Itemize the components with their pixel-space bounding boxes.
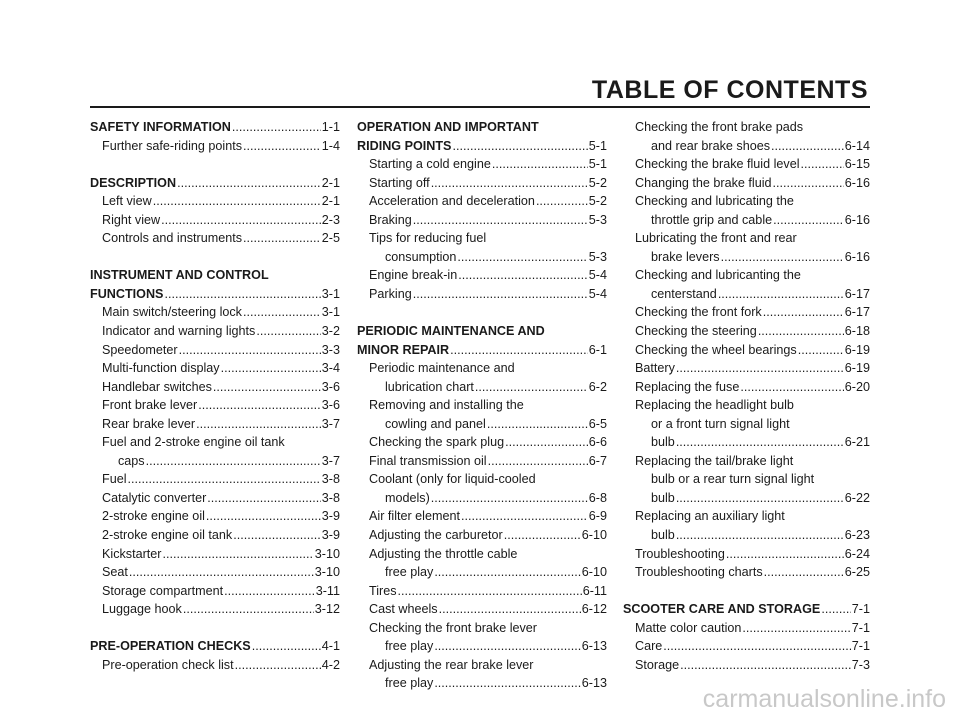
toc-page-number: 1-4 (321, 138, 340, 153)
toc-page-number: 5-3 (588, 212, 607, 227)
toc-page-number: 6-2 (588, 379, 607, 394)
toc-entry-title: Changing the brake fluid (635, 175, 772, 190)
toc-page-number: 6-20 (844, 379, 870, 394)
toc-entry-title: FUNCTIONS (90, 286, 164, 301)
toc-entry-title: Pre-operation check list (102, 657, 234, 672)
toc-spacer (623, 582, 870, 601)
toc-entry-title: caps (118, 453, 145, 468)
toc-entry-title: Parking (369, 286, 412, 301)
toc-entry-title: Indicator and warning lights (102, 324, 256, 339)
toc-dot-leader (773, 174, 844, 193)
toc-entry[interactable] (90, 489, 340, 508)
toc-entry[interactable] (623, 248, 870, 267)
toc-dot-leader (505, 433, 588, 452)
toc-entry-title: Right view (102, 212, 161, 227)
toc-entry-title: Replacing the fuse (635, 379, 740, 394)
toc-dot-leader (663, 637, 851, 656)
toc-entry-line: Replacing an auxiliary light (635, 509, 785, 524)
toc-entry[interactable] (90, 415, 340, 434)
toc-section-entry[interactable] (90, 637, 340, 656)
toc-entry[interactable] (90, 378, 340, 397)
toc-dot-leader (431, 174, 588, 193)
toc-entry[interactable] (623, 137, 870, 156)
toc-entry[interactable] (90, 192, 340, 211)
toc-entry-title: consumption (385, 249, 457, 264)
toc-entry-title: Controls and instruments (102, 231, 242, 246)
toc-entry-line: Checking the front brake pads (635, 120, 804, 134)
toc-entry-title: MINOR REPAIR (357, 342, 450, 357)
toc-dot-leader (457, 248, 587, 267)
toc-spacer (90, 248, 340, 267)
toc-entry-title: Kickstarter (102, 546, 162, 561)
toc-entry[interactable] (357, 489, 607, 508)
toc-dot-leader (801, 155, 844, 174)
toc-entry-title: DESCRIPTION (90, 175, 177, 190)
toc-page-number: 6-6 (588, 435, 607, 450)
toc-dot-leader (213, 378, 321, 397)
toc-entry-line: Checking the front brake lever (369, 620, 538, 635)
toc-entry-title: bulb (651, 528, 675, 543)
toc-page-number: 6-14 (844, 138, 870, 153)
toc-dot-leader (758, 322, 844, 341)
toc-entry[interactable] (357, 378, 607, 397)
toc-section-entry[interactable] (90, 285, 340, 304)
toc-entry[interactable] (90, 211, 340, 230)
toc-page-number: 3-10 (314, 546, 340, 561)
toc-page-number: 3-9 (321, 509, 340, 524)
toc-entry[interactable] (357, 433, 607, 452)
toc-dot-leader (536, 192, 588, 211)
toc-page-number: 6-16 (844, 175, 870, 190)
toc-dot-leader (718, 285, 844, 304)
toc-dot-leader (676, 359, 844, 378)
toc-page-number: 4-2 (321, 657, 340, 672)
toc-section-entry[interactable] (357, 341, 607, 360)
toc-page-number: 2-1 (321, 175, 340, 190)
toc-entry-title: Care (635, 639, 663, 654)
toc-entry-title: Final transmission oil (369, 453, 487, 468)
toc-page-number: 5-2 (588, 194, 607, 209)
toc-entry-title: Left view (102, 194, 152, 209)
toc-page-number: 6-13 (581, 676, 607, 691)
toc-spacer (357, 303, 607, 322)
toc-entry-title: Starting a cold engine (369, 157, 491, 172)
toc-entry[interactable] (357, 582, 607, 601)
toc-entry[interactable] (90, 303, 340, 322)
toc-dot-leader (146, 452, 321, 471)
toc-entry-title: Matte color caution (635, 620, 742, 635)
toc-entry[interactable] (623, 545, 870, 564)
toc-entry-title: free play (385, 565, 434, 580)
toc-dot-leader (153, 192, 321, 211)
toc-entry-title: bulb (651, 435, 675, 450)
toc-entry-title: RIDING POINTS (357, 138, 452, 153)
toc-dot-leader (488, 452, 588, 471)
toc-page-number: 6-1 (588, 342, 607, 357)
toc-entry[interactable] (90, 656, 340, 675)
title-rule (90, 106, 870, 108)
toc-entry[interactable] (357, 285, 607, 304)
toc-entry[interactable] (623, 378, 870, 397)
toc-entry-title: Fuel (102, 472, 127, 487)
toc-section-heading: INSTRUMENT AND CONTROL (90, 268, 269, 283)
toc-page-number: 6-24 (844, 546, 870, 561)
toc-dot-leader (676, 433, 844, 452)
toc-spacer (90, 155, 340, 174)
toc-entry-title: Multi-function display (102, 361, 220, 376)
toc-dot-leader (764, 563, 844, 582)
toc-entry[interactable] (623, 303, 870, 322)
toc-dot-leader (256, 322, 320, 341)
toc-entry-title: and rear brake shoes (651, 138, 771, 153)
toc-page-number: 3-12 (314, 602, 340, 617)
toc-page-number: 3-3 (321, 342, 340, 357)
toc-dot-leader (821, 600, 850, 619)
toc-entry-line: Lubricating the front and rear (635, 231, 797, 246)
toc-dot-leader (161, 211, 321, 230)
toc-dot-leader (232, 118, 321, 137)
toc-dot-leader (196, 415, 321, 434)
toc-entry-title: Checking the spark plug (369, 435, 505, 450)
toc-entry-title: Seat (102, 565, 128, 580)
toc-entry[interactable] (357, 674, 607, 693)
toc-entry[interactable] (90, 582, 340, 601)
toc-entry[interactable] (357, 507, 607, 526)
toc-dot-leader (434, 637, 580, 656)
toc-dot-leader (475, 378, 588, 397)
toc-entry-title: Braking (369, 212, 412, 227)
toc-page-number: 6-25 (844, 565, 870, 580)
toc-dot-leader (398, 582, 582, 601)
toc-section-heading: PERIODIC MAINTENANCE AND (357, 324, 545, 339)
toc-page-number: 3-10 (314, 565, 340, 580)
toc-entry-line: Checking and lubricanting the (635, 268, 801, 283)
toc-page-number: 3-4 (321, 361, 340, 376)
toc-entry-title: Air filter element (369, 509, 460, 524)
toc-entry[interactable] (90, 545, 340, 564)
toc-page-number: 6-16 (844, 249, 870, 264)
toc-page-number: 7-1 (851, 639, 870, 654)
page-title: TABLE OF CONTENTS (591, 76, 868, 104)
toc-section-entry[interactable] (90, 174, 340, 193)
toc-entry[interactable] (357, 563, 607, 582)
toc-entry-title: Front brake lever (102, 398, 198, 413)
toc-entry-title: Checking the brake fluid level (635, 157, 800, 172)
toc-dot-leader (676, 526, 844, 545)
toc-entry-title: Troubleshooting (635, 546, 725, 561)
toc-entry[interactable] (623, 285, 870, 304)
toc-dot-leader (798, 341, 844, 360)
toc-dot-leader (183, 600, 314, 619)
toc-entry[interactable] (90, 396, 340, 415)
toc-entry[interactable] (623, 489, 870, 508)
toc-entry[interactable] (623, 637, 870, 656)
toc-entry-title: cowling and panel (385, 416, 486, 431)
toc-dot-leader (206, 507, 321, 526)
toc-dot-leader (492, 155, 588, 174)
toc-dot-leader (771, 137, 844, 156)
toc-entry-title: 2-stroke engine oil (102, 509, 205, 524)
toc-page-number: 3-11 (315, 583, 340, 598)
toc-entry[interactable] (357, 248, 607, 267)
toc-dot-leader (458, 266, 588, 285)
toc-entry-title: Checking the steering (635, 324, 757, 339)
toc-entry-title: Starting off (369, 175, 430, 190)
toc-entry-line: Adjusting the throttle cable (369, 546, 518, 561)
toc-entry[interactable] (90, 359, 340, 378)
toc-page-number: 3-9 (321, 528, 340, 543)
toc-dot-leader (252, 637, 321, 656)
toc-entry-title: 2-stroke engine oil tank (102, 528, 233, 543)
toc-entry[interactable] (623, 656, 870, 675)
toc-dot-leader (763, 303, 844, 322)
toc-entry[interactable] (90, 452, 340, 471)
toc-entry[interactable] (623, 359, 870, 378)
toc-entry-title: Storage compartment (102, 583, 224, 598)
toc-section-entry[interactable] (623, 600, 870, 619)
toc-entry-title: bulb (651, 490, 675, 505)
toc-entry-title: SAFETY INFORMATION (90, 120, 231, 134)
toc-dot-leader (434, 563, 580, 582)
toc-entry[interactable] (357, 211, 607, 230)
toc-entry[interactable] (90, 507, 340, 526)
toc-page-number: 3-1 (321, 305, 340, 320)
toc-page-number: 6-21 (844, 435, 870, 450)
toc-dot-leader (207, 489, 321, 508)
toc-page-number: 6-11 (582, 583, 607, 598)
toc-page-number: 2-3 (321, 212, 340, 227)
toc-dot-leader (243, 229, 321, 248)
toc-page-number: 6-9 (588, 509, 607, 524)
toc-entry-title: Troubleshooting charts (635, 565, 763, 580)
toc-entry-line: Coolant (only for liquid-cooled (369, 472, 536, 487)
toc-entry[interactable] (623, 526, 870, 545)
toc-entry[interactable] (357, 637, 607, 656)
toc-column-3 (623, 118, 870, 674)
toc-page-number: 3-6 (321, 398, 340, 413)
toc-entry[interactable] (357, 526, 607, 545)
toc-dot-leader (198, 396, 321, 415)
toc-entry-title: Catalytic converter (102, 490, 207, 505)
toc-entry[interactable] (623, 619, 870, 638)
toc-dot-leader (740, 378, 843, 397)
toc-entry[interactable] (90, 600, 340, 619)
toc-page-number: 6-22 (844, 490, 870, 505)
toc-page-number: 5-2 (588, 175, 607, 190)
toc-page-number: 6-16 (844, 212, 870, 227)
toc-dot-leader (676, 489, 844, 508)
toc-entry[interactable] (623, 433, 870, 452)
toc-dot-leader (431, 489, 588, 508)
toc-dot-leader (233, 526, 321, 545)
toc-entry-line: Fuel and 2-stroke engine oil tank (102, 435, 285, 450)
toc-dot-leader (434, 674, 580, 693)
toc-entry-title: brake levers (651, 249, 720, 264)
toc-column-2 (357, 118, 607, 693)
toc-page-number: 6-23 (844, 528, 870, 543)
toc-dot-leader (721, 248, 844, 267)
toc-entry[interactable] (90, 526, 340, 545)
toc-page-number: 7-1 (851, 602, 870, 617)
toc-page-number: 6-8 (588, 490, 607, 505)
toc-column-1 (90, 118, 340, 674)
toc-page-number: 3-8 (321, 472, 340, 487)
toc-page-number: 6-15 (844, 157, 870, 172)
toc-page-number: 5-4 (588, 286, 607, 301)
toc-entry-line: Tips for reducing fuel (369, 231, 487, 246)
toc-dot-leader (179, 341, 321, 360)
toc-page-number: 7-3 (851, 657, 870, 672)
toc-dot-leader (452, 137, 587, 156)
toc-page-number: 5-1 (588, 138, 607, 153)
toc-page-number: 2-5 (321, 231, 340, 246)
toc-page-number: 5-4 (588, 268, 607, 283)
toc-entry[interactable] (357, 415, 607, 434)
toc-entry-title: throttle grip and cable (651, 212, 773, 227)
toc-entry[interactable] (90, 470, 340, 489)
toc-dot-leader (742, 619, 850, 638)
toc-page-number: 6-5 (588, 416, 607, 431)
toc-page-number: 7-1 (851, 620, 870, 635)
toc-dot-leader (221, 359, 321, 378)
toc-entry-title: Acceleration and deceleration (369, 194, 535, 209)
toc-entry-title: Main switch/steering lock (102, 305, 242, 320)
toc-page-number: 6-7 (588, 453, 607, 468)
toc-dot-leader (461, 507, 588, 526)
toc-page-number: 5-1 (588, 157, 607, 172)
toc-page-number: 6-13 (581, 639, 607, 654)
toc-dot-leader (129, 563, 314, 582)
toc-entry-title: Cast wheels (369, 602, 438, 617)
toc-dot-leader (726, 545, 844, 564)
toc-page-number: 3-8 (321, 490, 340, 505)
toc-dot-leader (162, 545, 313, 564)
toc-page-number: 2-1 (321, 194, 340, 209)
toc-entry-title: Checking the wheel bearings (635, 342, 797, 357)
toc-entry[interactable] (90, 137, 340, 156)
toc-entry-line: Replacing the headlight bulb (635, 398, 794, 413)
toc-entry-title: Handlebar switches (102, 379, 212, 394)
toc-entry[interactable] (357, 452, 607, 471)
toc-entry-title: Storage (635, 657, 680, 672)
toc-entry-title: Speedometer (102, 342, 178, 357)
toc-entry-title: centerstand (651, 286, 717, 301)
toc-entry[interactable] (90, 322, 340, 341)
toc-page-number: 6-17 (844, 305, 870, 320)
toc-entry-title: Further safe-riding points (102, 138, 242, 153)
toc-entry-line: bulb or a rear turn signal light (651, 472, 815, 487)
toc-dot-leader (128, 470, 321, 489)
toc-page-number: 3-7 (321, 453, 340, 468)
toc-entry[interactable] (623, 155, 870, 174)
toc-entry[interactable] (623, 341, 870, 360)
toc-page-number: 3-7 (321, 416, 340, 431)
toc-entry-title: Tires (369, 583, 397, 598)
toc-dot-leader (504, 526, 581, 545)
toc-dot-leader (243, 137, 321, 156)
toc-dot-leader (243, 303, 321, 322)
toc-entry-title: Battery (635, 361, 675, 376)
toc-entry[interactable] (623, 211, 870, 230)
toc-page-number: 3-6 (321, 379, 340, 394)
toc-entry[interactable] (357, 600, 607, 619)
toc-spacer (90, 619, 340, 638)
toc-page-number: 6-10 (581, 528, 607, 543)
toc-section-entry[interactable] (90, 118, 340, 137)
toc-dot-leader (413, 285, 588, 304)
toc-entry-title: free play (385, 639, 434, 654)
toc-entry-title: Luggage hook (102, 602, 182, 617)
toc-page-number: 6-18 (844, 324, 870, 339)
toc-entry[interactable] (357, 174, 607, 193)
toc-dot-leader (235, 656, 321, 675)
toc-entry[interactable] (90, 563, 340, 582)
toc-entry[interactable] (90, 341, 340, 360)
toc-entry[interactable] (357, 192, 607, 211)
toc-page-number: 6-12 (581, 602, 607, 617)
toc-section-heading: OPERATION AND IMPORTANT (357, 120, 539, 134)
toc-dot-leader (177, 174, 321, 193)
toc-entry-line: Replacing the tail/brake light (635, 453, 794, 468)
toc-dot-leader (773, 211, 844, 230)
toc-dot-leader (439, 600, 581, 619)
toc-page-number: 3-1 (321, 286, 340, 301)
toc-dot-leader (487, 415, 588, 434)
toc-page-number: 3-2 (321, 324, 340, 339)
toc-section-entry[interactable] (357, 137, 607, 156)
toc-entry[interactable] (623, 322, 870, 341)
toc-dot-leader (164, 285, 320, 304)
toc-entry-line: Checking and lubricating the (635, 194, 794, 209)
toc-entry[interactable] (357, 266, 607, 285)
toc-entry-line: or a front turn signal light (651, 416, 790, 431)
toc-entry[interactable] (90, 229, 340, 248)
toc-entry-line: Removing and installing the (369, 398, 524, 413)
toc-entry-title: Adjusting the carburetor (369, 528, 503, 543)
toc-dot-leader (680, 656, 851, 675)
toc-dot-leader (450, 341, 588, 360)
toc-entry-title: Checking the front fork (635, 305, 762, 320)
toc-entry-line: Periodic maintenance and (369, 361, 515, 376)
toc-entry-title: Engine break-in (369, 268, 458, 283)
toc-entry-title: lubrication chart (385, 379, 474, 394)
toc-dot-leader (413, 211, 588, 230)
toc-entry-line: Adjusting the rear brake lever (369, 657, 534, 672)
toc-entry-title: models) (385, 490, 430, 505)
toc-page-number: 6-17 (844, 286, 870, 301)
watermark-text: carmanualsonline.info (702, 685, 946, 713)
toc-page-number: 6-19 (844, 361, 870, 376)
toc-page-number: 6-10 (581, 565, 607, 580)
toc-page-number: 1-1 (321, 120, 340, 134)
toc-entry-title: Rear brake lever (102, 416, 196, 431)
toc-entry-title: free play (385, 676, 434, 691)
toc-page-number: 5-3 (588, 249, 607, 264)
toc-entry-title: PRE-OPERATION CHECKS (90, 639, 251, 654)
toc-entry[interactable] (357, 155, 607, 174)
toc-page-number: 4-1 (321, 639, 340, 654)
toc-entry-title: SCOOTER CARE AND STORAGE (623, 602, 821, 617)
toc-entry[interactable] (623, 563, 870, 582)
toc-dot-leader (224, 582, 315, 601)
toc-entry[interactable] (623, 174, 870, 193)
toc-page-number: 6-19 (844, 342, 870, 357)
